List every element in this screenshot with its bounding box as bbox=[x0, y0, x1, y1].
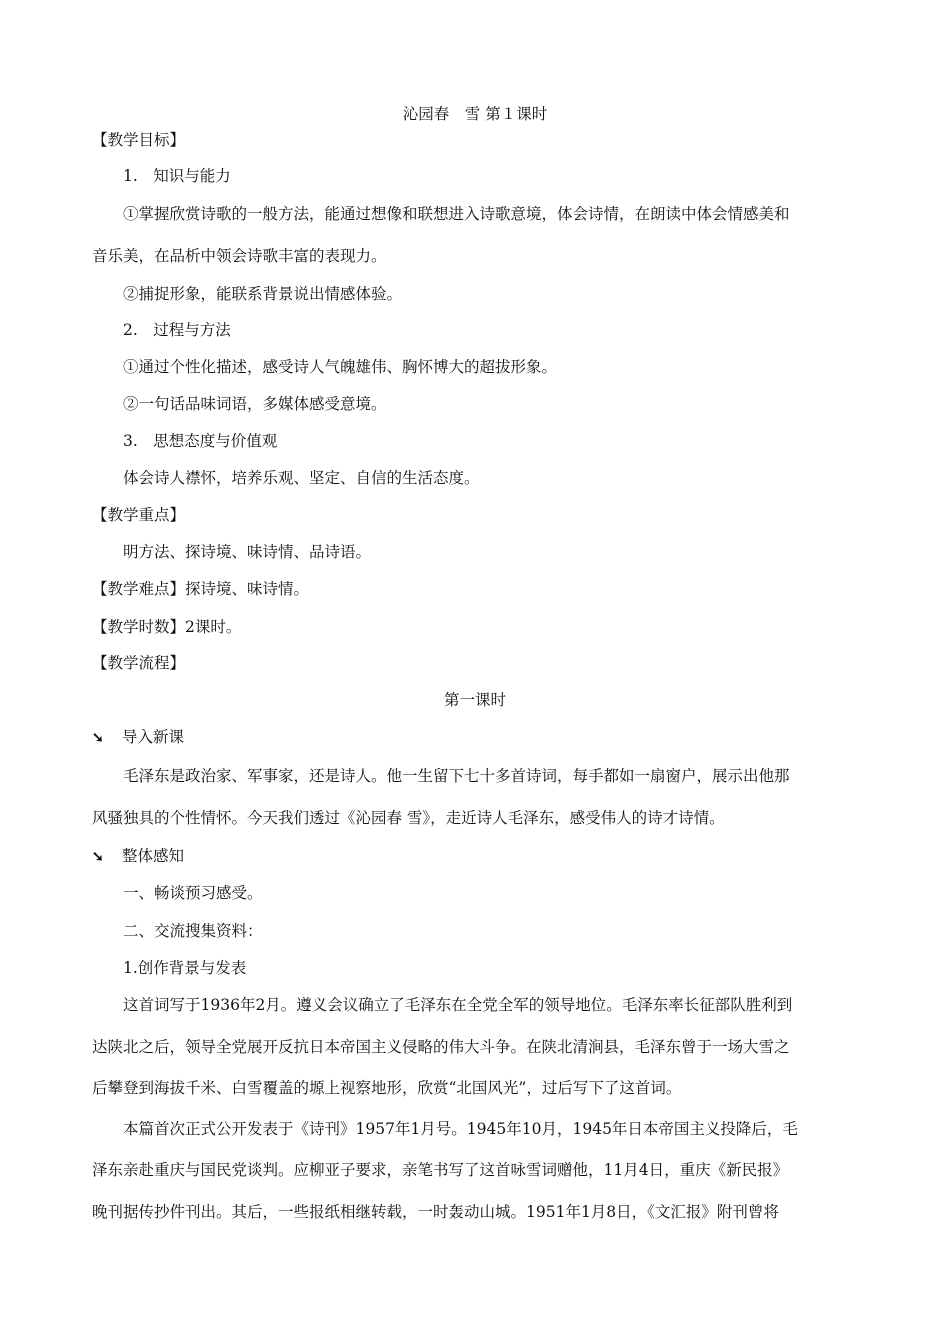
arrow-icon: ➘ bbox=[92, 730, 104, 746]
section-overview-label: 整体感知 bbox=[122, 847, 185, 865]
goal-1-a-line-1: ①掌握欣赏诗歌的一般方法，能通过想像和联想进入诗歌意境，体会诗情，在朗读中体会情感美和 bbox=[123, 205, 790, 223]
background-line-1: 这首词写于1936年2月。遵义会议确立了毛泽东在全党全军的领导地位。毛泽东率长征部队胜利到 bbox=[123, 996, 793, 1014]
goal-2-b: ②一句话品味词语，多媒体感受意境。 bbox=[123, 395, 387, 413]
intro-line-1: 毛泽东是政治家、军事家，还是诗人。他一生留下七十多首诗词，每手都如一扇窗户，展示出他那 bbox=[123, 767, 790, 785]
publication-line-2: 泽东亲赴重庆与国民党谈判。应柳亚子要求，亲笔书写了这首咏雪词赠他，11月4日，重庆《新民报》 bbox=[92, 1161, 789, 1179]
key-points-text: 明方法、探诗境、味诗情、品诗语。 bbox=[123, 543, 372, 561]
intro-line-2: 风骚独具的个性情怀。今天我们透过《沁园春 雪》，走近诗人毛泽东，感受伟人的诗才诗情。 bbox=[92, 809, 725, 827]
publication-line-1: 本篇首次正式公开发表于《诗刊》1957年1月号。1945年10月，1945年日本帝国主义投降后，毛 bbox=[123, 1120, 798, 1138]
background-line-3: 后攀登到海拔千米、白雪覆盖的塬上视察地形，欣赏“北国风光”，过后写下了这首词。 bbox=[92, 1079, 682, 1097]
section-overview bbox=[92, 846, 862, 867]
background-line-2: 达陕北之后，领导全党展开反抗日本帝国主义侵略的伟大斗争。在陕北清涧县，毛泽东曾于一场大雪之 bbox=[92, 1038, 790, 1056]
arrow-icon: ➘ bbox=[92, 849, 104, 865]
goal-2-a: ①通过个性化描述，感受诗人气魄雄伟、胸怀博大的超拔形象。 bbox=[123, 358, 558, 376]
item-2-1: 1.创作背景与发表 bbox=[123, 959, 247, 977]
goal-1-b: ②捕捉形象，能联系背景说出情感体验。 bbox=[123, 285, 403, 303]
publication-line-3: 晚刊据传抄件刊出。其后，一些报纸相继转载，一时轰动山城。1951年1月8日，《文汇报》附刊曾将 bbox=[92, 1203, 779, 1221]
heading-hours: 【教学时数】2课时。 bbox=[92, 618, 242, 636]
heading-teaching-goals: 【教学目标】 bbox=[92, 131, 186, 149]
session-title: 第一课时 bbox=[443, 691, 506, 709]
goal-2-heading: 2. 过程与方法 bbox=[123, 321, 231, 339]
goal-1-heading: 1. 知识与能力 bbox=[123, 167, 231, 185]
goal-1-a-line-2: 音乐美，在品析中领会诗歌丰富的表现力。 bbox=[92, 247, 387, 265]
section-intro bbox=[92, 727, 862, 748]
goal-3-heading: 3. 思想态度与价值观 bbox=[123, 432, 278, 450]
goal-3-a: 体会诗人襟怀，培养乐观、坚定、自信的生活态度。 bbox=[123, 469, 480, 487]
heading-flow: 【教学流程】 bbox=[92, 654, 186, 672]
item-1: 一、畅谈预习感受。 bbox=[123, 884, 263, 902]
heading-key-points: 【教学重点】 bbox=[92, 506, 186, 524]
section-intro-label: 导入新课 bbox=[122, 728, 185, 746]
page-title: 沁园春 雪 第１课时 bbox=[402, 105, 548, 123]
heading-difficulties: 【教学难点】探诗境、味诗情。 bbox=[92, 580, 310, 598]
item-2: 二、交流搜集资料： bbox=[123, 922, 263, 940]
